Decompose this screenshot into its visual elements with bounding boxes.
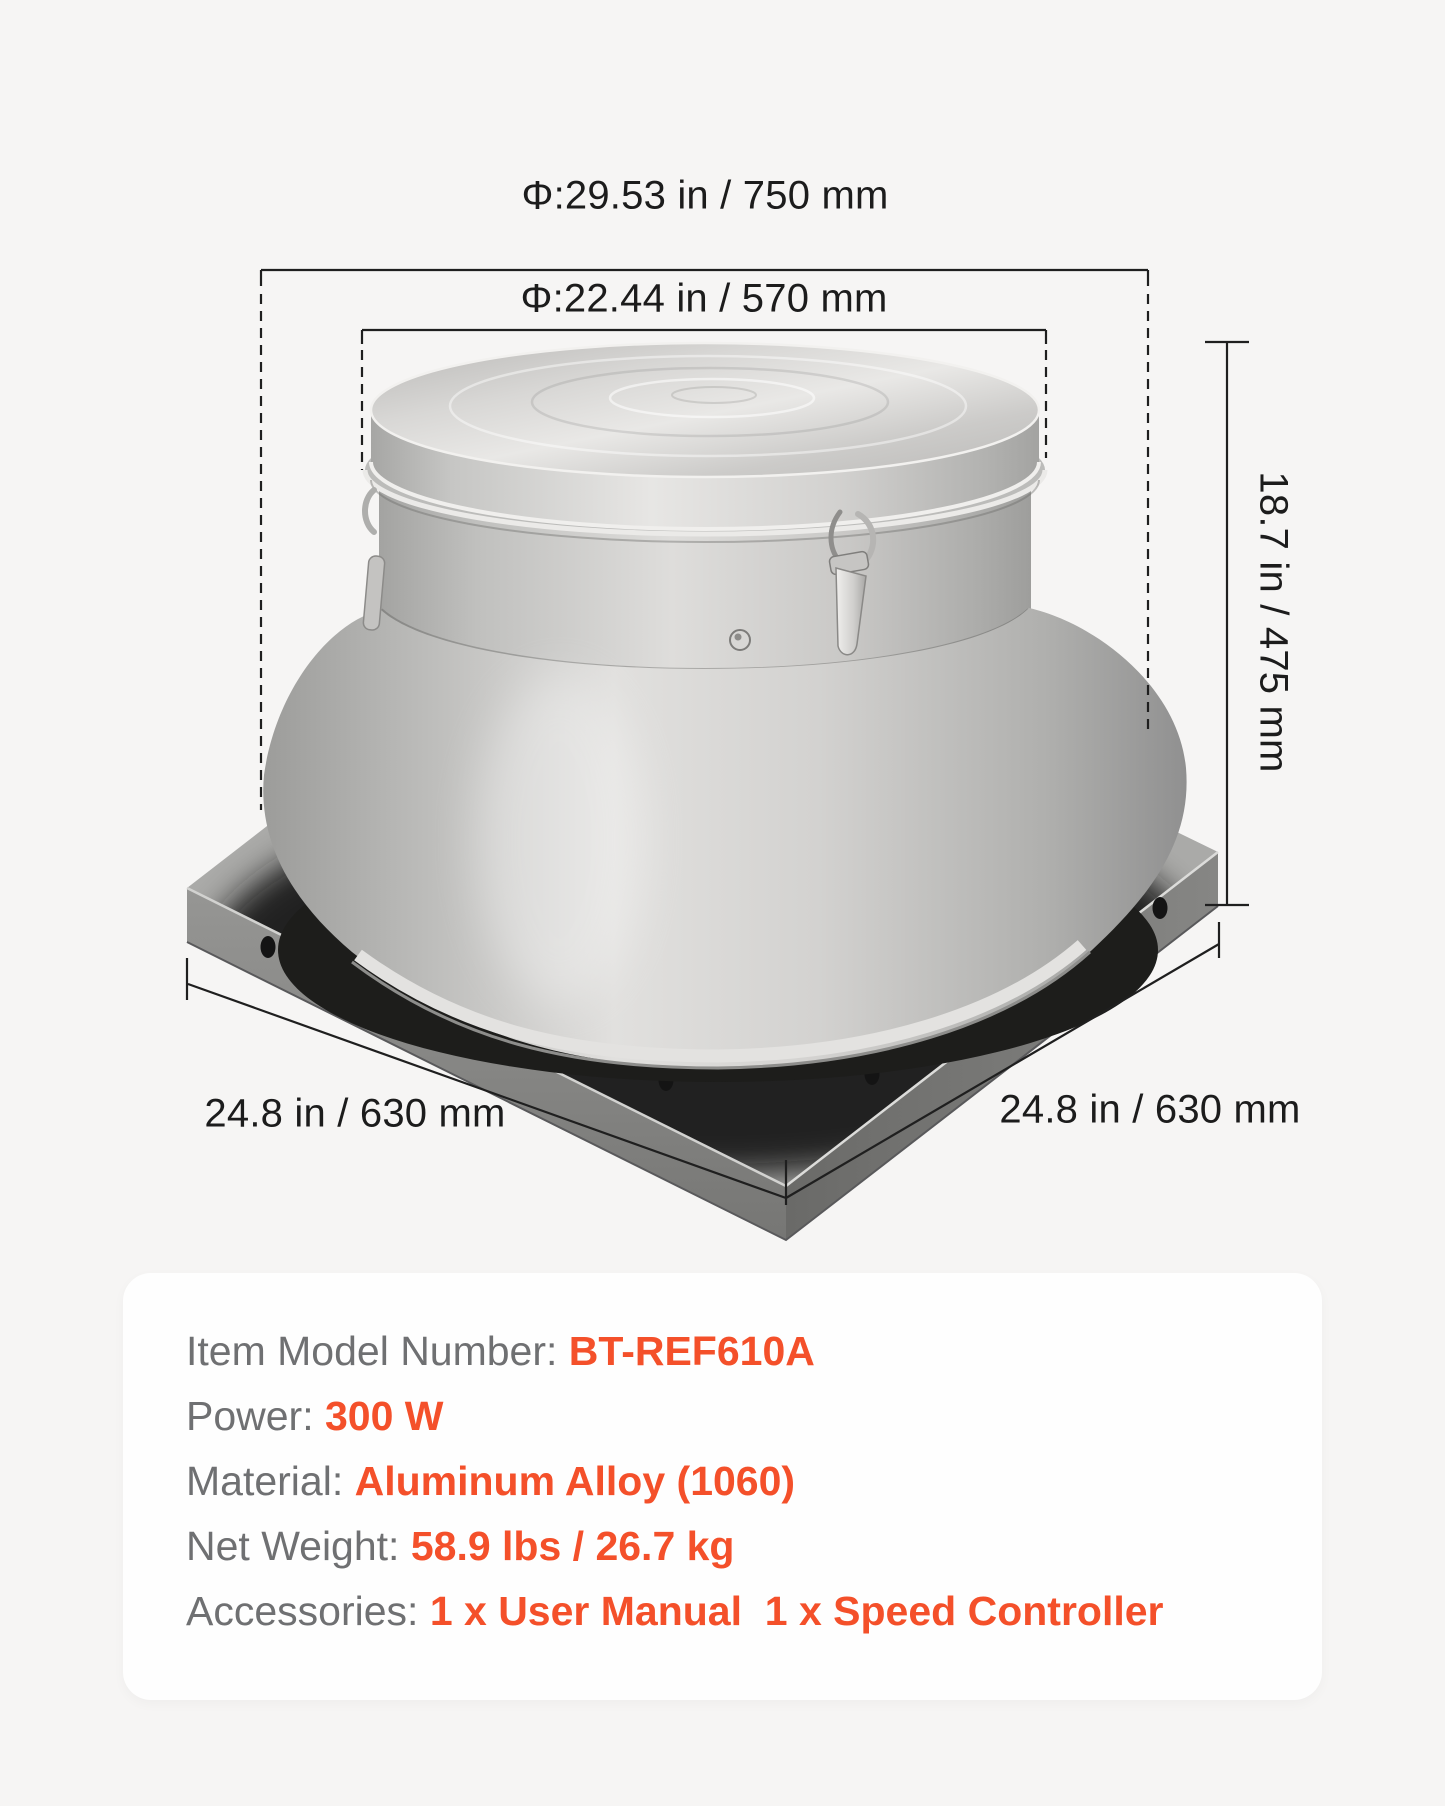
dome-sheen xyxy=(475,675,645,1005)
latch-wire xyxy=(365,490,374,532)
fan-housing xyxy=(263,343,1186,1068)
spec-row-accessories xyxy=(186,1579,1262,1644)
spec-row-material xyxy=(186,1449,1262,1514)
dim-label-base-left: 24.8 in / 630 mm xyxy=(204,1091,506,1136)
spec-label: Net Weight: xyxy=(186,1523,411,1569)
dim-label-base-right: 24.8 in / 630 mm xyxy=(999,1087,1301,1132)
dim-label-inner-diameter: Φ:22.44 in / 570 mm xyxy=(520,276,888,321)
spec-row-power xyxy=(186,1384,1262,1449)
spec-card xyxy=(123,1273,1322,1700)
spec-label: Power: xyxy=(186,1393,325,1439)
spec-row-weight xyxy=(186,1514,1262,1579)
dim-label-height: 18.7 in / 475 mm xyxy=(1251,471,1296,773)
spec-value: 58.9 lbs / 26.7 kg xyxy=(410,1523,735,1569)
spec-label: Accessories: xyxy=(186,1588,430,1634)
dim-label-outer-diameter: Φ:29.53 in / 750 mm xyxy=(521,173,889,218)
spec-label: Item Model Number: xyxy=(186,1328,569,1374)
spec-row-model xyxy=(186,1319,1262,1384)
spec-value: 300 W xyxy=(325,1393,444,1439)
rivet-screw xyxy=(730,630,750,650)
spec-value: 1 x User Manual 1 x Speed Controller xyxy=(429,1588,1164,1634)
spec-label: Material: xyxy=(186,1458,355,1504)
mounting-hole xyxy=(261,936,276,958)
mounting-hole xyxy=(1153,897,1168,919)
dim-475-line xyxy=(1205,342,1249,905)
spec-value: BT-REF610A xyxy=(568,1328,815,1374)
spec-value: Aluminum Alloy (1060) xyxy=(354,1458,796,1504)
